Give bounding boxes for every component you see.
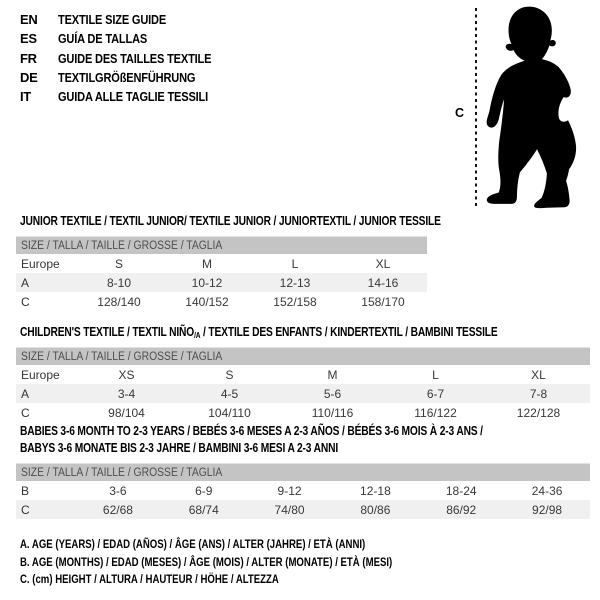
- table-row: [16, 403, 590, 422]
- size-cell: 74/80: [274, 502, 305, 517]
- size-cell: 7-8: [529, 386, 548, 401]
- children-size-table: [16, 347, 590, 422]
- row-label: C: [21, 502, 30, 517]
- language-row: [20, 68, 238, 87]
- footnote-text: C. (cm) HEIGHT / ALTURA / HAUTEUR / HÖHE / ALTEZZA: [20, 572, 279, 587]
- language-row: [20, 29, 238, 48]
- height-measure-dashed-line: [475, 8, 477, 207]
- size-header-bar: [16, 348, 590, 366]
- footnote-text: B. AGE (MONTHS) / EDAD (MESES) / ÂGE (MOIS) / ALTER (MONATE) / ETÀ (MESI): [20, 554, 393, 569]
- size-header-bar: [16, 464, 590, 482]
- size-cell: 12-13: [279, 275, 311, 290]
- row-label: B: [21, 483, 30, 498]
- row-label: A: [21, 275, 30, 290]
- footnote-text: A. AGE (YEARS) / EDAD (AÑOS) / ÂGE (ANS) / ALTER (JAHRE) / ETÀ (ANNI): [20, 537, 366, 551]
- heading-text: CHILDREN'S TEXTILE / TEXTIL NIÑO: [20, 325, 195, 339]
- size-header-bar: [16, 237, 427, 255]
- footnote-b: [20, 554, 485, 572]
- table-row: [16, 273, 427, 292]
- size-cell: 4-5: [220, 386, 239, 401]
- table-row: [16, 384, 590, 403]
- size-cell: L: [432, 367, 439, 382]
- footnote-a: [20, 536, 485, 554]
- language-row: [20, 10, 238, 29]
- size-cell: 98/104: [108, 405, 145, 420]
- heading-line-2: BABYS 3-6 MONATE BIS 2-3 JAHRE / BAMBINI 3-6 MESI A 2-3 ANNI: [20, 440, 339, 455]
- table-row: [16, 481, 590, 500]
- height-marker-label: C: [455, 106, 465, 120]
- size-cell: 18-24: [445, 483, 477, 498]
- language-title: TEXTILGRÖßENFÜHRUNG: [58, 69, 196, 85]
- table-row: [16, 254, 427, 273]
- size-cell: 122/128: [516, 405, 561, 420]
- size-cell: 104/110: [208, 405, 251, 420]
- size-cell: XL: [531, 367, 546, 382]
- size-cell: M: [202, 256, 212, 271]
- section-heading-babies: [20, 423, 483, 456]
- row-label: C: [21, 405, 30, 420]
- size-header-row: [16, 464, 590, 482]
- size-cell: S: [225, 367, 234, 382]
- language-title: GUIDE DES TAILLES TEXTILE: [58, 50, 212, 66]
- table-row: [16, 365, 590, 384]
- size-cell: 12-18: [360, 483, 391, 498]
- row-label: A: [21, 386, 30, 401]
- legend-footnotes: [20, 536, 485, 589]
- size-header-row: [16, 237, 427, 255]
- size-cell: 5-6: [323, 386, 342, 401]
- size-cell: XS: [118, 367, 135, 382]
- language-code: EN: [20, 12, 38, 27]
- size-cell: 110/116: [311, 405, 354, 420]
- size-cell: 6-7: [426, 386, 445, 401]
- size-cell: 6-9: [195, 483, 213, 498]
- size-cell: M: [327, 367, 338, 382]
- size-header-label: SIZE / TALLA / TAILLE / GRÖSSE / TAGLIA: [21, 466, 223, 479]
- size-cell: 86/92: [446, 502, 477, 517]
- footnote-c: [20, 571, 485, 589]
- size-cell: 3-4: [117, 386, 136, 401]
- row-label: Europe: [21, 367, 60, 382]
- size-cell: 158/170: [361, 294, 405, 309]
- size-header-row: [16, 348, 590, 366]
- size-cell: 128/140: [97, 294, 141, 309]
- babies-size-table: [16, 463, 590, 519]
- language-row: [20, 87, 238, 106]
- junior-size-table: [16, 236, 427, 311]
- row-label: C: [21, 294, 30, 309]
- size-cell: 8-10: [106, 275, 132, 290]
- language-title: GUÍA DE TALLAS: [58, 31, 148, 47]
- language-code: IT: [20, 89, 31, 105]
- table-row: [16, 292, 427, 311]
- row-label: Europe: [21, 256, 60, 271]
- section-heading-children: [20, 324, 498, 345]
- size-cell: 116/122: [414, 405, 457, 420]
- language-title: TEXTILE SIZE GUIDE: [58, 12, 167, 27]
- section-heading-junior: JUNIOR TEXTILE / TEXTIL JUNIOR/ TEXTILE JUNIOR / JUNIORTEXTIL / JUNIOR TESSILE: [20, 214, 441, 228]
- size-cell: 9-12: [277, 483, 302, 498]
- size-cell: 68/74: [188, 502, 219, 517]
- toddler-silhouette-icon: [482, 2, 600, 210]
- size-header-label: SIZE / TALLA / TAILLE / GRÖSSE / TAGLIA: [21, 350, 223, 363]
- size-cell: 24-36: [531, 483, 563, 498]
- size-cell: 62/68: [102, 502, 133, 517]
- size-cell: L: [291, 256, 299, 271]
- table-row: [16, 500, 590, 519]
- size-cell: 14-16: [367, 275, 399, 290]
- size-cell: 80/86: [360, 502, 391, 517]
- size-cell: XL: [375, 256, 391, 271]
- language-title-list: [20, 10, 238, 106]
- size-cell: 3-6: [109, 483, 127, 498]
- language-row: [20, 49, 238, 68]
- size-cell: 10-12: [191, 275, 223, 290]
- language-code: DE: [20, 69, 38, 85]
- size-cell: 152/158: [273, 294, 317, 309]
- size-header-label: SIZE / TALLA / TAILLE / GRÖSSE / TAGLIA: [21, 239, 223, 252]
- heading-text: / TEXTILE DES ENFANTS / KINDERTEXTIL / BAMBINI TESSILE: [200, 325, 498, 339]
- language-title: GUIDA ALLE TAGLIE TESSILI: [58, 89, 209, 105]
- language-code: FR: [20, 50, 37, 66]
- heading-subscript: /A: [194, 331, 201, 340]
- size-cell: 92/98: [532, 502, 563, 517]
- size-cell: 140/152: [185, 294, 229, 309]
- heading-line-1: BABIES 3-6 MONTH TO 2-3 YEARS / BEBÉS 3-6 MESES A 2-3 AÑOS / BÉBÉS 3-6 MOIS À 2-3 ANS /: [20, 424, 483, 438]
- language-code: ES: [20, 31, 37, 47]
- size-cell: S: [114, 256, 123, 271]
